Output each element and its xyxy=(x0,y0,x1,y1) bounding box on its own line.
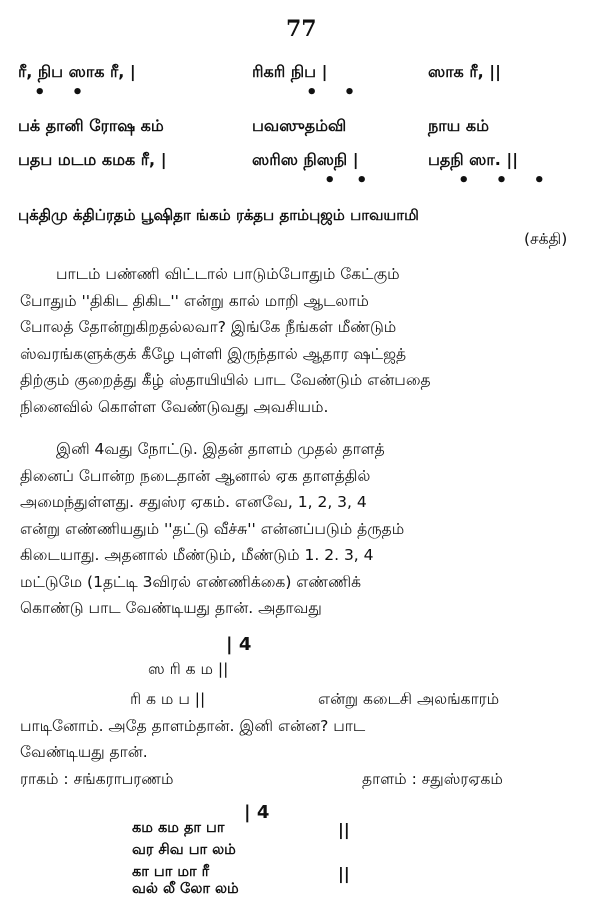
notation-row1-col2: ரிகரி நிப | xyxy=(252,62,328,81)
notation-row2-col2: பவஸுதம்வி xyxy=(252,116,347,135)
notation-row1-dots-a: • • xyxy=(34,82,94,103)
para1-line4: ஸ்வரங்களுக்குக் கீழே புள்ளி இருந்தால் ஆதார ஷட்ஜத் xyxy=(20,345,407,363)
para1-line1: பாடம் பண்ணி விட்டால் பாடும்போதும் கேட்கும் xyxy=(56,265,400,283)
para2-line7: கொண்டு பாட வேண்டியது தான். அதாவது xyxy=(20,599,322,617)
song-line2: வர சிவ பா லம் xyxy=(132,842,236,858)
notation-row3-col1: பதப மடம கமக ரீ, | xyxy=(18,150,167,169)
para2-line6: மட்டுமே (1தட்டி 3விரல் எண்ணிக்கை) எண்ணிக் xyxy=(20,573,362,591)
para2-line3: அமைந்துள்ளது. சதுஸ்ர ஏகம். எனவே, 1, 2, 3, 4 xyxy=(20,493,367,511)
song-line1: கம கம தா பா xyxy=(132,820,225,836)
para2-line2: தினைப் போன்ற நடைதான் ஆனால் ஏக தாளத்தில் xyxy=(20,467,371,485)
notation-row2-col3: நாய கம் xyxy=(428,116,490,135)
song-line3: கா பா மா ரீ xyxy=(132,864,210,880)
notation-row2-col1: பக் தானி ரோஷ கம் xyxy=(18,116,164,135)
song-bar1: || xyxy=(338,820,350,839)
notation-row3-col3: பதநி ஸா. || xyxy=(428,150,519,169)
notation-row1-col1: ரீ, நிப ஸாக ரீ, | xyxy=(18,62,136,81)
example-tala-mark: | 4 xyxy=(226,634,252,655)
sahitya-source: (சக்தி) xyxy=(524,230,568,248)
para1-line3: போலத் தோன்றுகிறதல்லவா? இங்கே நீங்கள் மீண்டும் xyxy=(20,318,397,336)
song-bar2: || xyxy=(338,864,350,883)
para2-line1: இனி 4வது நோட்டு. இதன் தாளம் முதல் தாளத் xyxy=(56,440,385,458)
notation-row3-col2: ஸரிஸ நிஸநி | xyxy=(252,150,359,169)
notation-row3-dot-b: • xyxy=(356,170,378,191)
example-line2-tail: என்று கடைசி அலங்காரம் xyxy=(318,690,500,708)
sahitya-line: புக்திமு க்திப்ரதம் பூஷிதா ங்கம் ரக்தப தாம்புஜம் பாவயாமி xyxy=(18,206,419,224)
para3-line1: பாடினோம். அதே தாளம்தான். இனி என்ன? பாட xyxy=(20,717,366,735)
song-line4: வல் லீ லோ லம் xyxy=(132,881,239,897)
notation-row1-dots-b: • • xyxy=(306,82,366,103)
raga-label: ராகம் : சங்கராபரணம் xyxy=(20,770,174,788)
song-tala-mark: | 4 xyxy=(244,802,270,823)
notation-row3-dots-c: • • • xyxy=(458,170,556,191)
page-number: 77 xyxy=(286,16,317,42)
para1-line5: திற்கும் குறைத்து கீழ் ஸ்தாயியில் பாட வேண்டும் என்பதை xyxy=(20,371,431,389)
tala-label: தாளம் : சதுஸ்ரஏகம் xyxy=(362,770,503,788)
para2-line5: கிடையாது. அதனால் மீண்டும், மீண்டும் 1. 2. 3, 4 xyxy=(20,546,374,564)
para1-line6: நினைவில் கொள்ள வேண்டுவது அவசியம். xyxy=(20,398,329,416)
para3-line2: வேண்டியது தான். xyxy=(20,743,148,761)
example-line1: ஸ ரி க ம || xyxy=(148,660,229,678)
para1-line2: போதும் ''திகிட திகிட'' என்று கால் மாறி ஆடலாம் xyxy=(20,292,369,310)
para2-line4: என்று எண்ணியதும் ''தட்டு வீச்சு'' என்னப்படும் த்ருதம் xyxy=(20,520,405,538)
notation-row3-dot-a: • xyxy=(324,170,346,191)
example-line2: ரி க ம ப || xyxy=(130,690,206,708)
notation-row1-col3: ஸாக ரீ, || xyxy=(428,62,501,81)
